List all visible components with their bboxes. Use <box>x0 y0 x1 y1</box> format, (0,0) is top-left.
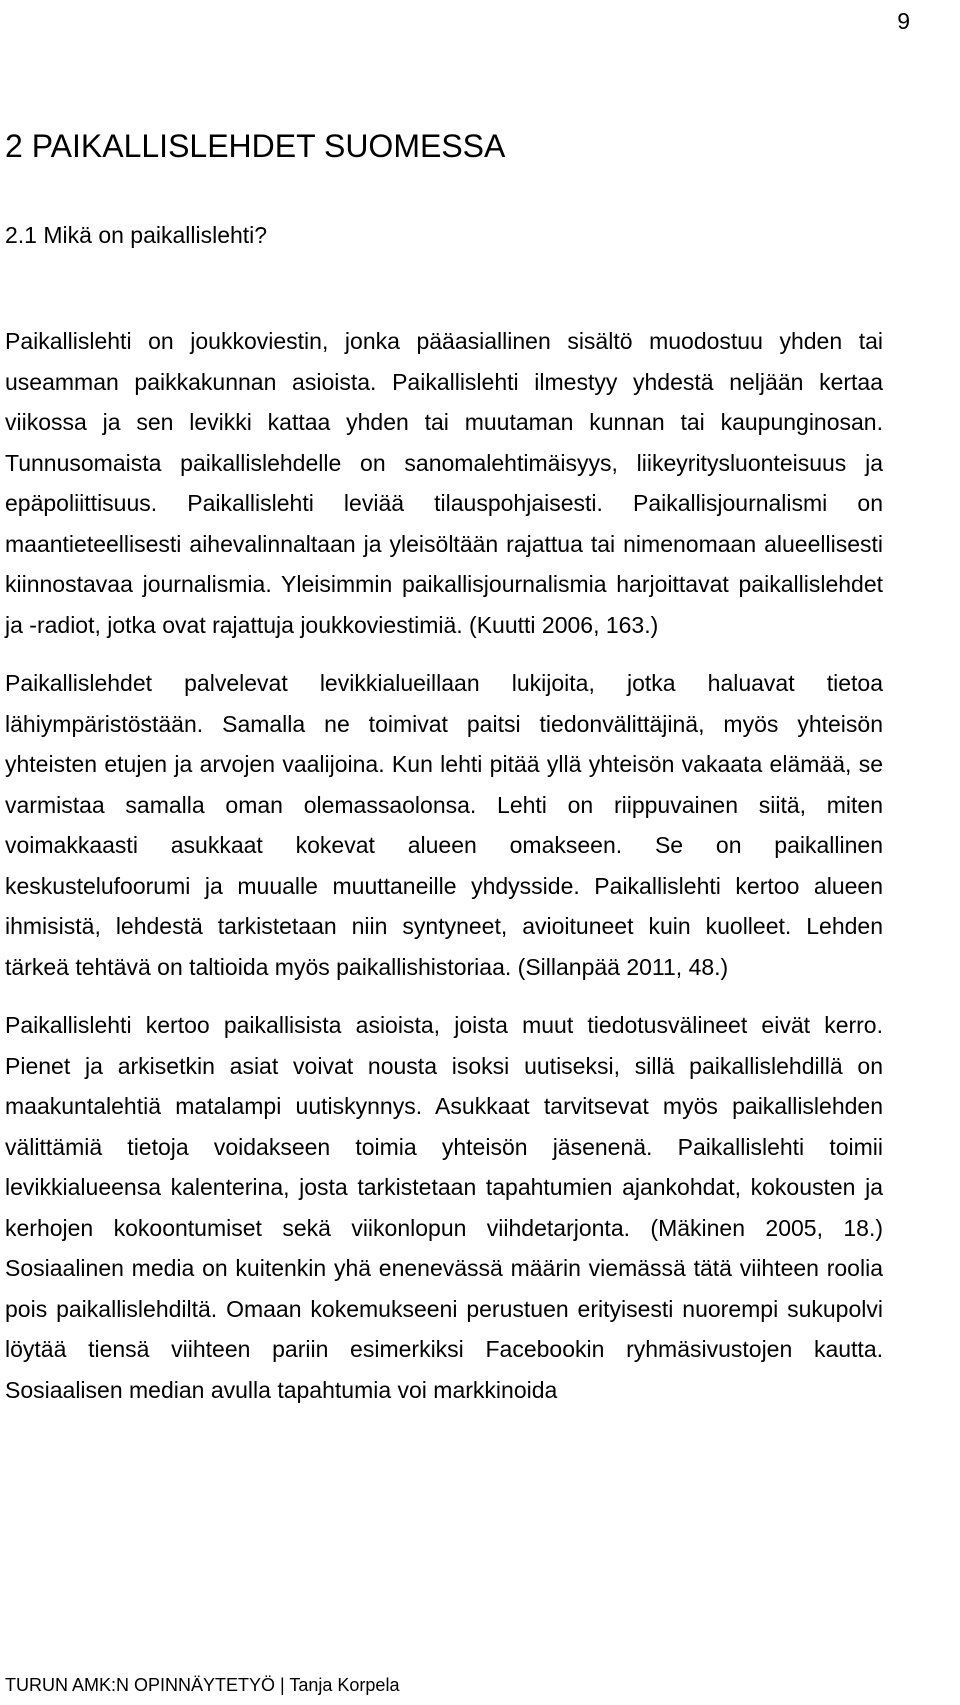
paragraph: Paikallislehti on joukkoviestin, jonka pääasiallinen sisältö muodostuu yhden tai useamman paikkakunnan asioista. Paikallislehti ilmestyy yhdestä neljään kertaa viikossa ja sen levikki kattaa yhden tai muutaman kunnan tai kaupunginosan. Tunnusomaista paikallislehdelle on sanomalehtimäisyys, liikeyritysluonteisuus ja epäpoliittisuus. Paikallislehti leviää tilauspohjaisesti. Paikallisjournalismi on maantieteellisesti aihevalinnaltaan ja yleisöltään rajattua tai nimenomaan alueellisesti kiinnostavaa journalismia. Yleisimmin paikallisjournalismia harjoittavat paikallislehdet ja -radiot, jotka ovat rajattuja joukkoviestimiä. (Kuutti 2006, 163.) <box>5 328 883 638</box>
paragraph: Paikallislehti kertoo paikallisista asioista, joista muut tiedotusvälineet eivät kerro. Pienet ja arkisetkin asiat voivat nousta isoksi uutiseksi, sillä paikallislehdillä on maakuntalehtiä matalampi uutiskynnys. Asukkaat tarvitsevat myös paikallislehden välittämiä tietoja voidakseen toimia yhteisön jäsenenä. Paikallislehti toimii levikkialueensa kalenterina, josta tarkistetaan tapahtumien ajankohdat, kokousten ja kerhojen kokoontumiset sekä viikonlopun viihdetarjonta. (Mäkinen 2005, 18.) Sosiaalinen media on kuitenkin yhä enenevässä määrin viemässä tätä viihteen roolia pois paikallislehdiltä. Omaan kokemukseeni perustuen erityisesti nuorempi sukupolvi löytää tiensä viihteen pariin esimerkiksi Facebookin ryhmäsivustojen kautta. Sosiaalisen median avulla tapahtumia voi markkinoida <box>5 1012 883 1403</box>
chapter-title: 2 PAIKALLISLEHDET SUOMESSA <box>5 128 506 164</box>
section-title: 2.1 Mikä on paikallislehti? <box>5 222 268 248</box>
footer: TURUN AMK:N OPINNÄYTETYÖ | Tanja Korpela <box>5 1675 400 1695</box>
paragraph: Paikallislehdet palvelevat levikkialueillaan lukijoita, jotka haluavat tietoa lähiympäristöstään. Samalla ne toimivat paitsi tiedonvälittäjinä, myös yhteisön yhteisten etujen ja arvojen vaalijoina. Kun lehti pitää yllä yhteisön vakaata elämää, se varmistaa samalla oman olemassaolonsa. Lehti on riippuvainen siitä, miten voimakkaasti asukkaat kokevat alueen omakseen. Se on paikallinen keskustelufoorumi ja muualle muuttaneille yhdysside. Paikallislehti kertoo alueen ihmisistä, lehdestä tarkistetaan niin syntyneet, avioituneet kuin kuolleet. Lehden tärkeä tehtävä on taltioida myös paikallishistoriaa. (Sillanpää 2011, 48.) <box>5 670 883 980</box>
body-text <box>5 321 883 1428</box>
page-number: 9 <box>897 8 910 34</box>
